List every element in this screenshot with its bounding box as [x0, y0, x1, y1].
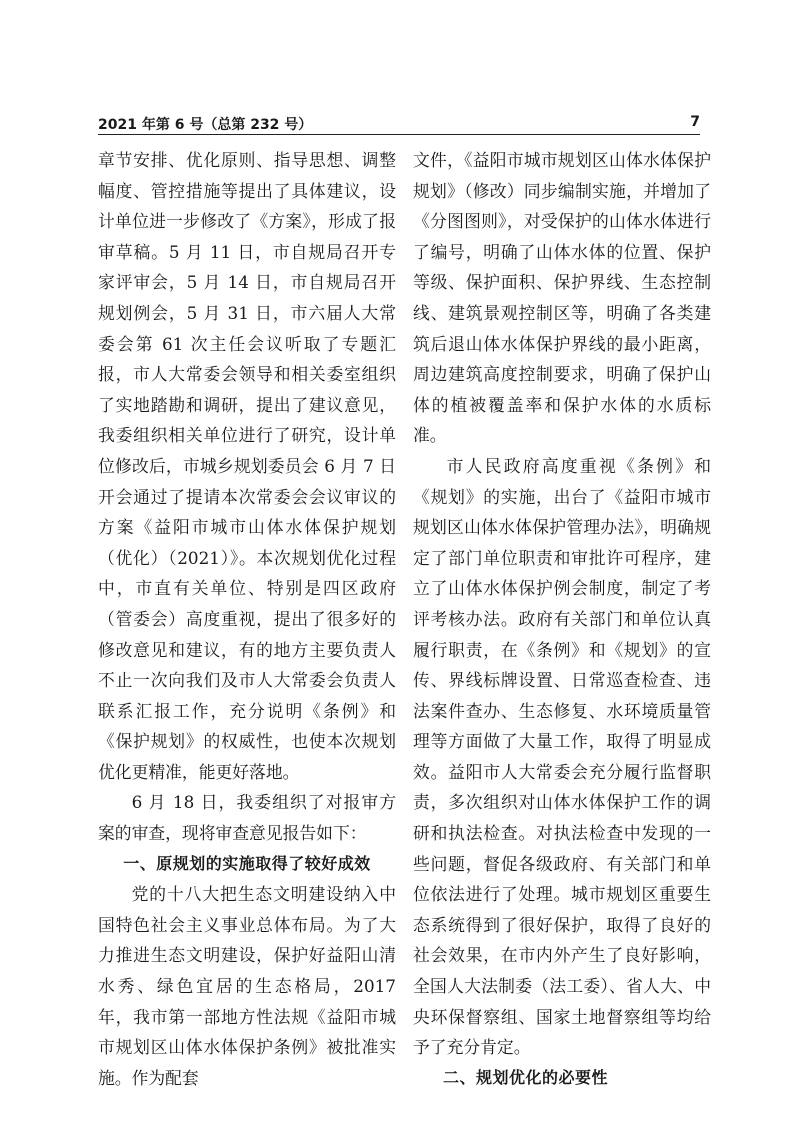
- section-heading-1: 一、原规划的实施取得了较好成效: [123, 853, 371, 873]
- issue-info: 2021 年第 6 号（总第 232 号）: [98, 117, 313, 133]
- right-column: [413, 145, 711, 1087]
- page-number: 7: [690, 114, 700, 130]
- page-header: [98, 112, 700, 135]
- paragraph-government: 市人民政府高度重视《条例》和《规划》的实施，出台了《益阳市城市规划区山体水体保护管理办法》，明确规定了部门单位职责和审批许可程序，建立了山体水体保护例会制度，制定了考评考核办法。政府有关部门和单位认真履行职责，在《条例》和《规划》的宣传、界线标牌设置、日常巡查检查、违法案件查办、生态修复、水环境质量管理等方面做了大量工作，取得了明显成效。益阳市人大常委会充分履行监督职责，多次组织对山体水体保护工作的调研和执法检查。对执法检查中发现的一些问题，督促各级政府、有关部门和单位依法进行了处理。城市规划区重要生态系统得到了很好保护，取得了良好的社会效果，在市内外产生了良好影响，全国人大法制委（法工委）、省人大、中央环保督察组、国家土地督察组等均给予了充分肯定。: [413, 455, 711, 1058]
- left-column: [98, 145, 396, 1088]
- paragraph-continuation: 章节安排、优化原则、指导思想、调整幅度、管控措施等提出了具体建议，设计单位进一步修改了《方案》，形成了报审草稿。5 月 11 日，市自规局召开专家评审会，5 月 14 日，市自规局召开规划例会，5 月 31 日，市六届人大常委会第 61 次主任会议听取了专题汇报，市人大常委会领导和相关委室组织了实地踏勘和调研，提出了建议意见，我委组织相关单位进行了研究，设计单位修改后，市城乡规划委员会 6 月 7 日开会通过了提请本次常委会会议审议的方案《益阳市城市山体水体保护规划（优化）（2021）》。本次规划优化过程中，市直有关单位、特别是四区政府（管委会）高度重视，提出了很多好的修改意见和建议，有的地方主要负责人不止一次向我们及市人大常委会负责人联系汇报工作，充分说明《条例》和《保护规划》的权威性，也使本次规划优化更精准，能更好落地。: [98, 150, 396, 782]
- paragraph-ecological: 党的十八大把生态文明建设纳入中国特色社会主义事业总体布局。为了大力推进生态文明建设，保护好益阳山清水秀、绿色宜居的生态格局，2017 年，我市第一部地方性法规《益阳市城市规划区山体水体保护条例》被批准实施。作为配套: [98, 884, 396, 1088]
- section-heading-2: 二、规划优化的必要性: [443, 1067, 609, 1087]
- paragraph-review: 6 月 18 日，我委组织了对报审方案的审查，现将审查意见报告如下：: [98, 792, 396, 844]
- paragraph-documents: 文件，《益阳市城市规划区山体水体保护规划》（修改）同步编制实施，并增加了《分图图则》，对受保护的山体水体进行了编号，明确了山体水体的位置、保护等级、保护面积、保护界线、生态控制线、建筑景观控制区等，明确了各类建筑后退山体水体保护界线的最小距离，周边建筑高度控制要求，明确了保护山体的植被覆盖率和保护水体的水质标准。: [413, 150, 711, 446]
